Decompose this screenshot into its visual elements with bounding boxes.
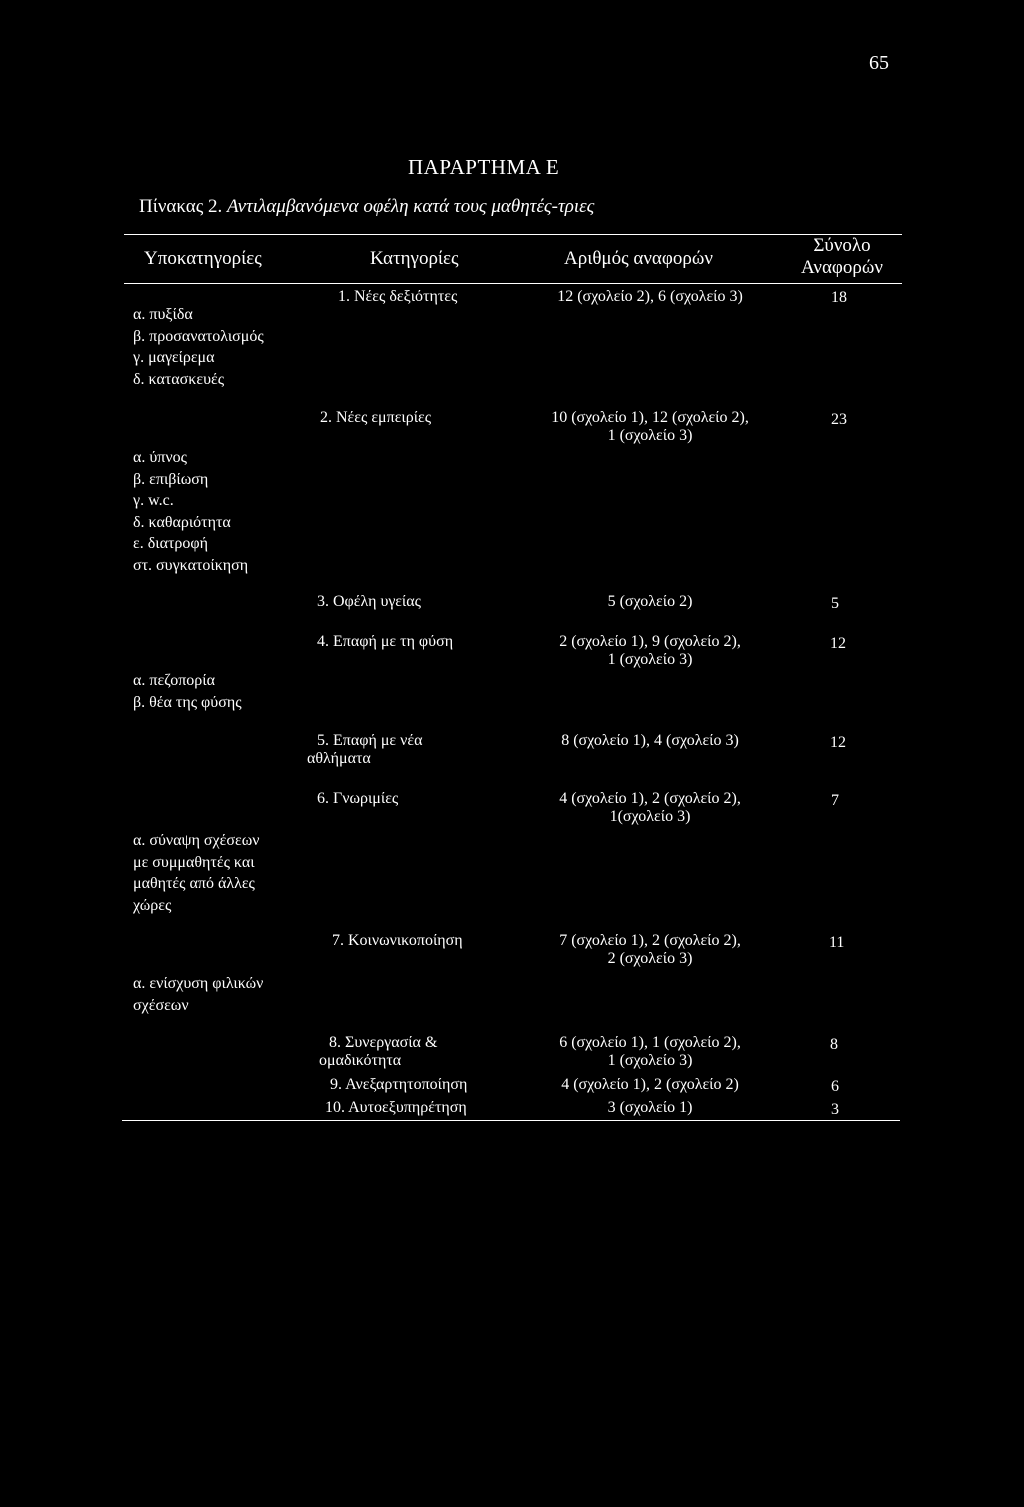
category-line: ομαδικότητα [319, 1052, 402, 1070]
category-line: 2. Νέες εμπειρίες [320, 409, 432, 426]
mentions-cell [500, 732, 800, 750]
subcategory-item: με συμμαθητές και [133, 853, 255, 871]
subcategory-item: μαθητές από άλλες [133, 875, 255, 893]
subcategory-item: α. πεζοπορία [133, 672, 215, 689]
mentions-line: 10 (σχολείο 1), 12 (σχολείο 2), [551, 409, 749, 426]
table-caption-label: Πίνακας 2. [139, 196, 223, 217]
mentions-line: 3 (σχολείο 1) [607, 1099, 693, 1116]
subcategory-group [133, 304, 264, 390]
header-total-line1: Σύνολο [813, 235, 871, 256]
category-cell [317, 790, 398, 808]
total-cell: 12 [830, 635, 846, 652]
mentions-cell [500, 1099, 800, 1117]
category-cell [317, 633, 453, 651]
mentions-cell [500, 932, 800, 969]
subcategory-item: γ. μαγείρεμα [133, 349, 215, 367]
header-subcategories: Υποκατηγορίες [144, 248, 262, 269]
mentions-line: 1 (σχολείο 3) [607, 427, 693, 445]
category-line: αθλήματα [307, 750, 371, 768]
mentions-line: 5 (σχολείο 2) [607, 593, 693, 610]
subcategory-item: α. ενίσχυση φιλικών [133, 975, 264, 992]
subcategory-item: α. ύπνος [133, 449, 187, 466]
subcategory-item: ε. διατροφή [133, 535, 208, 553]
category-line: 3. Οφέλη υγείας [317, 593, 421, 610]
category-cell [317, 593, 421, 611]
total-cell: 5 [831, 595, 839, 612]
total-cell: 11 [829, 934, 845, 951]
category-cell [319, 1034, 438, 1071]
subcategory-group [133, 447, 248, 577]
category-cell [332, 932, 463, 950]
table-caption [139, 196, 594, 218]
mentions-line: 7 (σχολείο 1), 2 (σχολείο 2), [559, 932, 741, 949]
mentions-cell [500, 409, 800, 446]
mentions-line: 12 (σχολείο 2), 6 (σχολείο 3) [557, 288, 743, 305]
category-line: 7. Κοινωνικοποίηση [332, 932, 463, 949]
subcategory-item: δ. κατασκευές [133, 370, 225, 388]
header-mentions: Αριθμός αναφορών [564, 248, 713, 269]
mentions-line: 4 (σχολείο 1), 2 (σχολείο 2) [561, 1076, 739, 1093]
mentions-cell [500, 790, 800, 827]
mentions-line: 2 (σχολείο 1), 9 (σχολείο 2), [559, 633, 741, 650]
mentions-line: 4 (σχολείο 1), 2 (σχολείο 2), [559, 790, 741, 807]
total-cell: 3 [831, 1101, 839, 1118]
table-top-rule [124, 234, 902, 235]
subcategory-item: δ. καθαριότητα [133, 513, 231, 531]
subcategory-item: α. σύναψη σχέσεων [133, 832, 260, 849]
mentions-line: 6 (σχολείο 1), 1 (σχολείο 2), [559, 1034, 741, 1051]
category-cell [325, 1099, 467, 1117]
subcategory-item: στ. συγκατοίκηση [133, 556, 249, 574]
subcategory-item: β. προσανατολισμός [133, 327, 264, 345]
total-cell: 7 [831, 792, 839, 809]
subcategory-item: γ. w.c. [133, 492, 174, 510]
header-total-line2: Αναφορών [801, 256, 883, 278]
total-cell: 12 [830, 734, 846, 751]
subcategory-item: α. πυξίδα [133, 306, 193, 323]
header-bottom-rule [124, 283, 902, 284]
category-line: 10. Αυτοεξυπηρέτηση [325, 1099, 467, 1116]
total-cell: 8 [830, 1036, 838, 1053]
category-cell [338, 288, 457, 306]
subcategory-item: χώρες [133, 896, 172, 914]
mentions-line: 1(σχολείο 3) [609, 808, 691, 826]
subcategory-group [133, 830, 259, 916]
category-line: 5. Επαφή με νέα [317, 732, 423, 749]
mentions-cell [500, 1076, 800, 1094]
mentions-cell [500, 633, 800, 670]
page-number: 65 [869, 52, 889, 74]
mentions-line: 2 (σχολείο 3) [607, 950, 693, 968]
category-line: 4. Επαφή με τη φύση [317, 633, 454, 650]
mentions-cell [500, 593, 800, 611]
mentions-line: 8 (σχολείο 1), 4 (σχολείο 3) [561, 732, 739, 749]
category-line: 6. Γνωριμίες [317, 790, 399, 807]
mentions-cell [500, 288, 800, 306]
mentions-line: 1 (σχολείο 3) [607, 651, 693, 669]
mentions-line: 1 (σχολείο 3) [607, 1052, 693, 1070]
category-cell [330, 1076, 467, 1094]
category-cell [307, 732, 423, 769]
table-bottom-rule [122, 1120, 900, 1121]
subcategory-item: β. θέα της φύσης [133, 693, 242, 711]
category-line: 9. Ανεξαρτητοποίηση [330, 1076, 468, 1093]
total-cell: 23 [831, 411, 847, 428]
header-categories: Κατηγορίες [370, 248, 459, 269]
category-line: 1. Νέες δεξιότητες [338, 288, 458, 305]
category-cell [320, 409, 431, 427]
subcategory-group [133, 973, 263, 1016]
total-cell: 18 [831, 289, 847, 306]
subcategory-item: σχέσεων [133, 996, 189, 1014]
header-total [792, 235, 892, 279]
mentions-cell [500, 1034, 800, 1071]
appendix-title: ΠΑΡΑΡΤΗΜΑ Ε [408, 155, 560, 179]
table-caption-title: Αντιλαμβανόμενα οφέλη κατά τους μαθητές-τριες [227, 196, 595, 217]
subcategory-group [133, 670, 242, 713]
total-cell: 6 [831, 1078, 839, 1095]
category-line: 8. Συνεργασία & [329, 1034, 438, 1051]
subcategory-item: β. επιβίωση [133, 470, 209, 488]
